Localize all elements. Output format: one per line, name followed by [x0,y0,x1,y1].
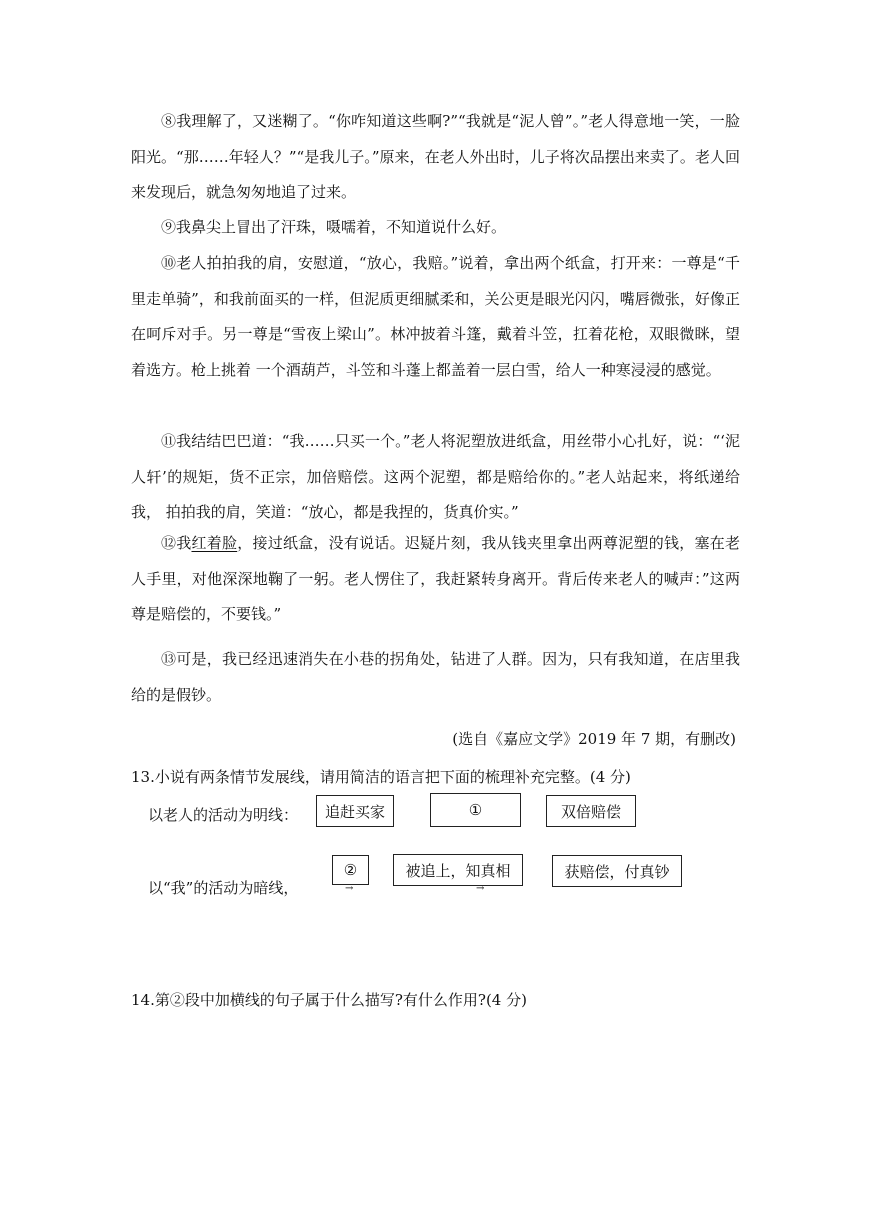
paragraph-12-start: ⑫我 [161,534,192,552]
arrow-icon: → [476,883,485,894]
underlined-phrase: 红着脸 [191,534,238,552]
row1-label: 以老人的活动为明线： [148,806,299,824]
row1-box-2: ① [430,793,521,827]
row2-box-1: ② [332,855,369,885]
question-14: 14.第②段中加横线的句子属于什么描写?有什么作用?(4 分) [131,991,527,1009]
arrow-icon: → [345,883,354,894]
row1-box-1: 追赶买家 [316,795,394,827]
paragraph-13: ⑬可是，我已经迅速消失在小巷的拐角处，钻进了人群。因为，只有我知道，在店里我给的是假钞。 [131,650,740,704]
paragraph-11: ⑪我结结巴巴道：“我……只买一个。”老人将泥塑放进纸盒，用丝带小心扎好，说：“‘泥人轩’的规矩，货不正宗，加倍赔偿。这两个泥塑，都是赔给你的。”老人站起来，将纸递给我， 拍拍我的肩，笑道：“放心，都是我捏的，货真价实。” [131,432,740,521]
row2-box-2: 被追上，知真相 [393,854,523,886]
paragraph-12-rest: ，接过纸盒，没有说话。迟疑片刻，我从钱夹里拿出两尊泥塑的钱，塞在老人手里，对他深深地鞠了一躬。老人愣住了，我赶紧转身离开。背后传来老人的喊声：”这两尊是赔偿的，不要钱。” [131,534,740,623]
paragraph-9: ⑨我鼻尖上冒出了汗珠，嗫嚅着，不知道说什么好。 [161,218,507,236]
paragraph-8: ⑧我理解了，又迷糊了。“你咋知道这些啊?”“我就是“泥人曾”。”老人得意地一笑，一脸阳光。“那……年轻人？”“是我儿子。”原来，在老人外出时，儿子将次品摆出来卖了。老人回来发现后，就急匆匆地追了过来。 [131,112,740,201]
paragraph-10: ⑩老人拍拍我的肩，安慰道，“放心，我赔。”说着，拿出两个纸盒，打开来：一尊是“千里走单骑”，和我前面买的一样，但泥质更细腻柔和，关公更是眼光闪闪，嘴唇微张，好像正在呵斥对手。另一尊是“雪夜上梁山”。林冲披着斗篷，戴着斗笠，扛着花枪，双眼微眯，望着选方。枪上挑着 一个酒葫芦，斗笠和斗蓬上都盖着一层白雪，给人一种寒浸浸的感觉。 [131,254,740,379]
paragraph-12 [131,526,740,633]
question-13: 13.小说有两条情节发展线，请用简洁的语言把下面的梳理补充完整。(4 分) [131,768,631,786]
row2-box-3: 获赔偿，付真钞 [552,855,682,887]
row1-box-3: 双倍赔偿 [546,795,636,827]
row2-label: 以“我”的活动为暗线， [148,879,299,897]
source-citation: (选自《嘉应文学》2019 年 7 期，有删改) [452,730,736,748]
